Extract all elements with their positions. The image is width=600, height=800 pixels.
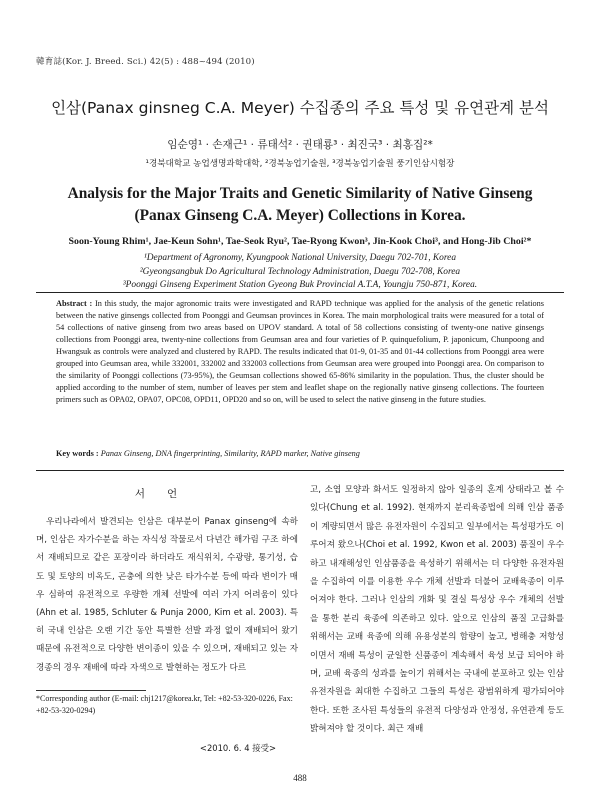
journal-citation: 韓育誌(Kor. J. Breed. Sci.) 42(5) : 488~494 (2010) (36, 57, 255, 67)
intro-paragraph-right: 고, 소엽 모양과 화서도 일정하지 않아 일종의 혼계 상태라고 볼 수 있다(Chung et al. 1992). 현재까지 분리육종법에 의해 인삼 품종이 계량되면서 많은 유전자원이 수집되고 일부에서는 특성평가도 이루어져 왔으나(Choi et al. 1992, Kwon et al. 2003) 품질이 우수하고 내재해성인 인삼품종을 육성하기 위해서는 더 다양한 유전자원을 수집하여 이를 이용한 우수 개체 선발과 더불어 교배육종이 이루어져야 한다. 그러나 인삼의 개화 및 결실 특성상 우수 개체의 선발을 통한 분리 육종에 의존하고 있다. 앞으로 인삼의 품질 고급화를 위해서는 교배 육종에 의해 유용성분의 함량이 높고, 병해충 저항성이면서 재배 특성이 균일한 신품종이 계속해서 육성 보급 되어야 하며, 교배 육종의 성과를 높이기 위해서는 국내에 분포하고 있는 인삼 유전자원을 최대한 수집하고 그들의 특성은 광범위하게 평가되어야 한다. 또한 조사된 특성들의 유전적 다양성과 안정성, 유연관계 등도 밝혀져야 할 것이다. 최근 재배 (310, 485, 564, 735)
received-date: <2010. 6. 4 接受> (199, 743, 276, 753)
title-english-line1: Analysis for the Major Traits and Genetic Similarity of Native Ginseng (67, 185, 533, 202)
abstract (56, 298, 544, 406)
title-english (30, 183, 570, 227)
divider-bottom (36, 470, 564, 471)
authors-english: Soon-Young Rhim¹, Jae-Keun Sohn¹, Tae-Seok Ryu², Tae-Ryong Kwon³, Jin-Kook Choi³, and Hong-Jib Choi²* (68, 236, 532, 247)
affiliations-english (0, 252, 600, 293)
section-heading-introduction: 서언 (134, 488, 200, 500)
divider-top (36, 292, 564, 293)
page-number: 488 (293, 773, 307, 783)
authors-korean: 임순영¹ · 손재근¹ · 류태석² · 권태룡³ · 최진국³ · 최홍집²* (167, 139, 433, 151)
keywords-label: Key words : (56, 449, 99, 458)
affiliation-1: ¹Department of Agronomy, Kyungpook National University, Daegu 702-701, Korea (143, 253, 457, 263)
keywords (56, 448, 544, 460)
intro-column-left (36, 513, 298, 677)
affiliation-2: ²Gyeongsangbuk Do Agricultural Technology Administration, Daegu 702-708, Korea (139, 266, 461, 277)
affiliations-korean: ¹경북대학교 농업생명과학대학, ²경북농업기술원, ³경북농업기술원 풍기인삼시험장 (145, 159, 455, 169)
intro-column-right (310, 481, 564, 739)
title-korean (0, 96, 600, 118)
title-korean-text: 인삼(Panax ginsneg C.A. Meyer) 수집종의 주요 특성 및 유연관계 분석 (51, 99, 549, 117)
footnote-rule (36, 690, 146, 691)
affiliation-3: ³Poonggi Ginseng Experiment Station Gyeong Buk Provincial A.T.A, Youngju 750-871, Korea. (122, 280, 478, 291)
intro-paragraph-left: 우리나라에서 발견되는 인삼은 대부분이 Panax ginseng에 속하며, 인삼은 자가수분을 하는 자식성 작물로서 다년간 해가림 구조 하에서 재배되므로 같은 포장이라 하더라도 재식위치, 수광량, 통기성, 습도 및 토양의 비옥도, 곤충에 의한 낮은 타가수분 등에 따라 변이가 매우 심하여 유전적으로 우량한 개체 선발에 여러 가지 어려움이 있다(Ahn et al. 1985, Schluter & Punja 2000, Kim et al. 2003). 특히 국내 인삼은 오랜 기간 동안 특별한 선발 과정 없이 재배되어 왔기 때문에 유전적으로 다양한 변이종이 있을 수 있으며, 재배되고 있는 자경종의 경우 재배에 따라 자색으로 발현하는 정도가 다르 (36, 517, 298, 673)
title-english-line2: (Panax Ginseng C.A. Meyer) Collections in Korea. (134, 207, 466, 224)
keywords-text: Panax Ginseng, DNA fingerprinting, Similarity, RAPD marker, Native ginseng (100, 449, 360, 458)
abstract-label: Abstract : (56, 299, 93, 308)
corresponding-author-footnote: *Corresponding author (E-mail: chj1217@korea.kr, Tel: +82-53-320-0226, Fax: +82-53-320-0294) (36, 694, 293, 715)
abstract-text: In this study, the major agronomic traits were investigated and RAPD technique was applied for the analysis of the genetic relations between the native ginsengs collected from Poonggi and Geumsan provinces in Korea. The main morphological traits were measured for a total of 54 collections of native ginseng from two areas based on UPOV standard. A total of 58 collections consisting of twenty-one native ginsengs collections from Poonggi area, twenty-nine collections from Geumsan area and four varieties of P. quinquefolium, P. japonicum, Chunpoong and Hwangsuk as controls were analyzed and clustered by RAPD. The results indicated that 01-9, 01-35 and 01-44 collections from Poonggi area were grouped into Geumsan area, while 332001, 332002 and 332003 collections from Geumsan area were grouped into Poonggi area. On comparison to the similarity of Poonggi collections (73-95%), the Geumsan collections showed 65-86% similarity in the population. Thus, the cluster should be applied according to the number of stem, number of leaves per stem and leaflet shape on the regionally native ginseng collections. The fourteen primers such as OPA02, OPA07, OPC08, OPD11, OPD20 and so on, will be used to select the native ginseng in the future studies. (56, 299, 544, 404)
